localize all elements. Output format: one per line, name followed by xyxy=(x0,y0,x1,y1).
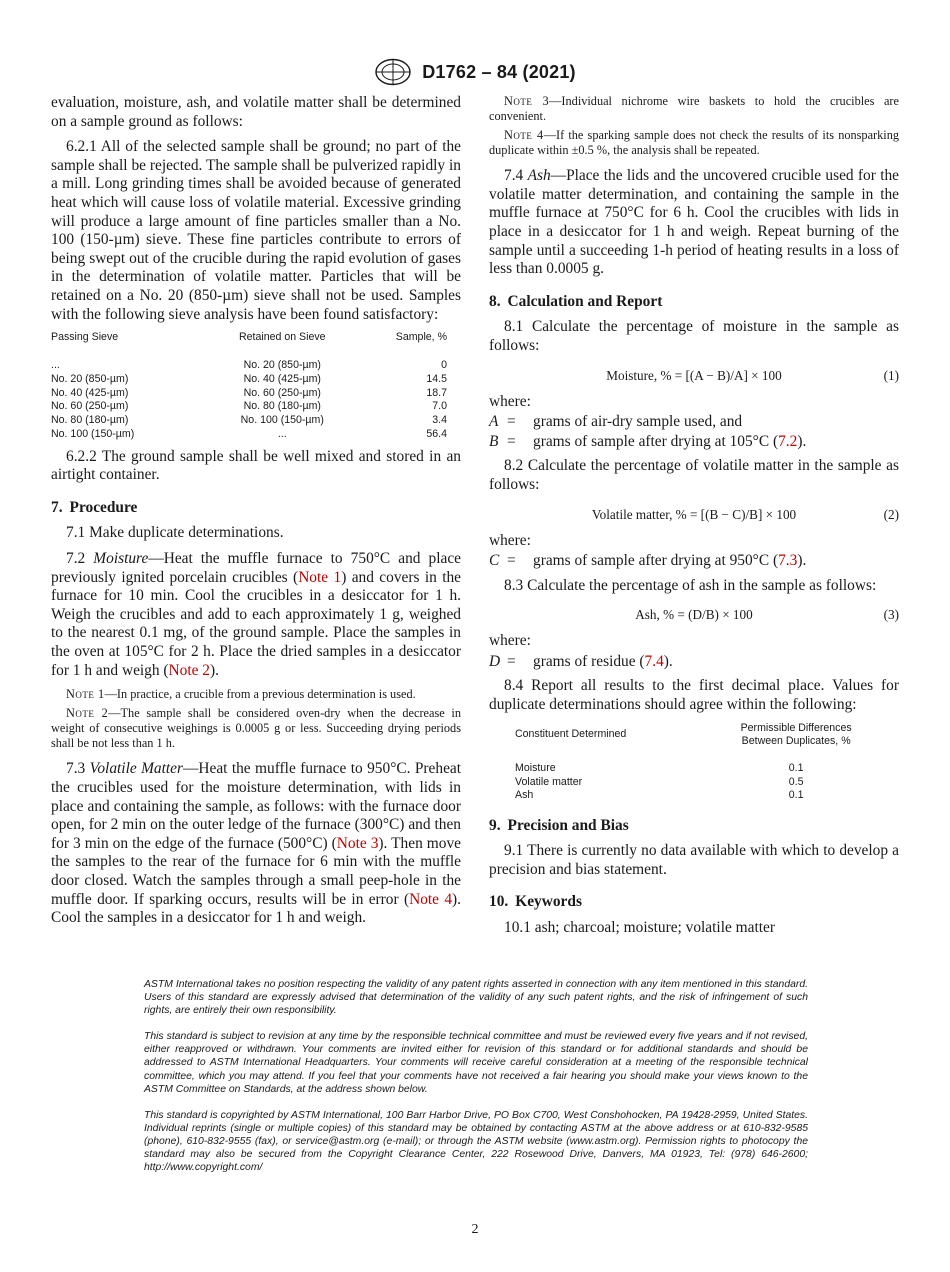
cell: No. 80 (180-µm) xyxy=(51,414,129,427)
note-label: Note 4 xyxy=(504,127,544,142)
table-row xyxy=(489,776,899,789)
section-title: Keywords xyxy=(515,893,582,911)
definition-c xyxy=(489,552,899,571)
table-header-row xyxy=(51,331,461,359)
cell: No. 20 (850-µm) xyxy=(51,372,129,385)
text: ). xyxy=(797,432,807,450)
para-9-1: 9.1 There is currently no data available with which to develop a precision and bias statement. xyxy=(489,842,899,878)
definition-a xyxy=(489,413,899,432)
section-heading-10 xyxy=(489,893,899,912)
intro-paragraph: evaluation, moisture, ash, and volatile matter shall be determined on a sample ground as follows: xyxy=(51,94,461,130)
para-8-2: 8.2 Calculate the percentage of volatile matter in the sample as follows: xyxy=(489,457,899,493)
run-in-title: Ash xyxy=(527,167,551,185)
para-6-2-2: 6.2.2 The ground sample shall be well mixed and stored in an airtight container. xyxy=(51,447,461,484)
section-7-2-link[interactable]: 7.2 xyxy=(778,432,798,450)
cell: 0.1 xyxy=(788,789,804,802)
symbol: A xyxy=(489,413,499,431)
cell: Moisture xyxy=(515,762,556,775)
section-number: 10. xyxy=(489,893,509,911)
cell: 0.5 xyxy=(788,775,804,788)
equation-body: Volatile matter, % = [(B − C)/B] × 100 xyxy=(591,506,797,522)
section-number: 9. xyxy=(489,816,501,834)
section-7-3-link[interactable]: 7.3 xyxy=(778,552,798,570)
col-header-constituent: Constituent Determined xyxy=(515,728,627,741)
patent-notice: ASTM International takes no position respecting the validity of any patent rights asserted in connection with any item mentioned in this standard. Users of this standard are expressly advised that determination of the validity of any such patent rights, and the risk of infringement of such rights, are entirely their own responsibility. xyxy=(144,979,808,1017)
text: ). Then move the samples to the rear of the furnace for 6 min with the muffle door closed. Watch the samples through a small peep-hole in the muffle door. If sparking occurs, results will be in error ( xyxy=(51,834,461,908)
cell: No. 100 (150-µm) xyxy=(240,414,324,427)
header-line: Permissible Differences xyxy=(740,721,852,734)
cell: 14.5 xyxy=(426,372,447,385)
text: —Place the lids and the uncovered crucible used for the volatile matter determination, and containing the sample in the muffle furnace at 750°C for 6 h. Cool the crucibles with lids in place in a desiccator for 1 h and weigh. Repeat burning of the sample until a succeeding 1-h period of heating results in a loss of less than 0.0005 g. xyxy=(489,167,900,278)
equation-body: Moisture, % = [(A − B)/A] × 100 xyxy=(606,367,782,383)
section-7-4-link[interactable]: 7.4 xyxy=(644,652,664,670)
equals: = xyxy=(507,413,516,431)
cell: 56.4 xyxy=(426,427,447,440)
equation-body: Ash, % = (D/B) × 100 xyxy=(635,607,753,623)
section-heading-7 xyxy=(51,499,461,518)
symbol: B xyxy=(489,432,499,450)
note-1 xyxy=(51,687,461,702)
text: ). xyxy=(663,652,673,670)
cell: 7.0 xyxy=(432,400,447,413)
text: 7.3 xyxy=(66,760,90,778)
section-title: Calculation and Report xyxy=(507,292,663,310)
table-row xyxy=(51,428,461,442)
where-label: where: xyxy=(489,632,531,650)
col-header-differences xyxy=(693,722,899,763)
header-line: Between Duplicates, % xyxy=(741,735,851,748)
table-row xyxy=(489,789,899,802)
para-8-1: 8.1 Calculate the percentage of moisture in the sample as follows: xyxy=(489,318,899,354)
definition-text: grams of air-dry sample used, and xyxy=(533,413,743,431)
table-header-row xyxy=(489,722,899,763)
table-row xyxy=(489,762,899,775)
section-title: Procedure xyxy=(69,498,138,516)
equation-number: (2) xyxy=(883,506,899,522)
cell: 0 xyxy=(441,358,447,371)
cell: Ash xyxy=(515,789,534,802)
para-8-3: 8.3 Calculate the percentage of ash in the sample as follows: xyxy=(504,576,877,594)
cell: No. 80 (180-µm) xyxy=(243,400,321,413)
definition-d xyxy=(489,653,899,672)
text: 7.4 xyxy=(504,167,528,185)
section-heading-9 xyxy=(489,817,899,836)
definition-text: grams of residue ( xyxy=(533,652,645,670)
col-header-passing: Passing Sieve xyxy=(51,331,119,344)
cell: Volatile matter xyxy=(515,775,583,788)
text: ). Cool the samples in a desiccator for 1 h and weigh. xyxy=(51,890,461,927)
table-row xyxy=(51,400,461,414)
cell: ... xyxy=(277,427,287,440)
page-number: 2 xyxy=(471,1222,479,1237)
cell: ... xyxy=(51,358,60,371)
text: —Heat the muffle furnace to 950°C. Preheat the crucibles used for the moisture determination, with lids in place and containing the sample, as follows: with the furnace door open, for 2 min on the outer ledge of the furnace (300°C) and then for 3 min on the edge of the furnace (500°C) ( xyxy=(51,760,462,852)
permissible-differences-table xyxy=(489,722,899,803)
equation-3 xyxy=(489,602,899,628)
cell: 18.7 xyxy=(426,386,447,399)
note-label: Note 2 xyxy=(66,705,109,720)
copyright-notice: This standard is copyrighted by ASTM International, 100 Barr Harbor Drive, PO Box C700, West Conshohocken, PA 19428-2959, United States. Individual reprints (single or multiple copies) of this standard may be obtained by contacting ASTM at the above address or at 610-832-9585 (phone), 610-832-9555 (fax), or service@astm.org (e-mail); or through the ASTM website (www.astm.org). Permission rights to photocopy the standard may also be secured from the Copyright Clearance Center, 222 Rosewood Drive, Danvers, MA 01923, Tel: (978) 646-2600; http://www.copyright.com/ xyxy=(144,1109,808,1174)
cell: No. 40 (425-µm) xyxy=(51,386,129,399)
note-2-link[interactable]: Note 2 xyxy=(168,661,211,679)
left-column xyxy=(51,94,461,935)
text: —Heat the muffle furnace to 750°C and place previously ignited porcelain crucibles ( xyxy=(51,550,461,586)
definition-text: grams of sample after drying at 950°C ( xyxy=(533,552,779,570)
text: 7.2 xyxy=(66,550,94,568)
note-1-link[interactable]: Note 1 xyxy=(298,568,342,586)
run-in-title: Moisture xyxy=(93,550,149,568)
table-row xyxy=(51,373,461,387)
equation-1 xyxy=(489,363,899,389)
note-label: Note 3 xyxy=(504,94,550,108)
section-title: Precision and Bias xyxy=(507,816,629,834)
equals: = xyxy=(507,652,516,670)
para-7-1: 7.1 Make duplicate determinations. xyxy=(66,524,284,542)
para-7-4 xyxy=(489,167,899,279)
table-row xyxy=(51,359,461,373)
equation-number: (1) xyxy=(883,367,899,383)
note-text: —The sample shall be considered oven-dry when the decrease in weight of consecutive weighings is 0.0005 g or less. Succeeding drying periods shall be not less than 1 h. xyxy=(51,705,461,751)
note-4-link[interactable]: Note 4 xyxy=(409,890,453,908)
note-text: —In practice, a crucible from a previous determination is used. xyxy=(104,687,416,702)
col-header-retained: Retained on Sieve xyxy=(238,331,326,344)
definition-text: grams of sample after drying at 105°C ( xyxy=(533,432,779,450)
note-3-link[interactable]: Note 3 xyxy=(336,834,379,852)
para-8-4: 8.4 Report all results to the first decimal place. Values for duplicate determinations should agree within the following: xyxy=(489,677,899,714)
run-in-title: Volatile Matter xyxy=(89,760,183,778)
cell: No. 20 (850-µm) xyxy=(243,358,321,371)
variable-definitions xyxy=(489,552,899,571)
equals: = xyxy=(507,432,516,450)
equation-2 xyxy=(489,502,899,528)
text: ) and covers in the furnace for 10 min. Cool the crucibles in a desiccator for 1 h. Weigh the crucibles and add to each approximately 1 g, weighed to the nearest 0.1 mg, of the ground sample. Place the samples in the oven at 105°C for 2 h. Place the dried samples in a desiccator for 1 h and weigh ( xyxy=(51,568,461,679)
sieve-analysis-table xyxy=(51,331,461,442)
section-heading-8 xyxy=(489,293,899,312)
note-text: —Individual nichrome wire baskets to hold the crucibles are convenient. xyxy=(489,94,899,124)
definition-b xyxy=(489,433,899,452)
symbol: C xyxy=(489,552,500,570)
symbol: D xyxy=(489,652,501,670)
note-3 xyxy=(489,94,899,125)
cell: No. 40 (425-µm) xyxy=(243,372,321,385)
variable-definitions xyxy=(489,413,899,451)
section-number: 7. xyxy=(51,498,63,516)
text: ). xyxy=(797,552,807,570)
cell: No. 100 (150-µm) xyxy=(51,427,135,440)
equation-number: (3) xyxy=(883,607,899,623)
where-label: where: xyxy=(489,531,531,549)
table-row xyxy=(51,387,461,401)
equals: = xyxy=(507,552,516,570)
variable-definitions xyxy=(489,653,899,672)
para-7-3 xyxy=(51,760,461,927)
cell: 0.1 xyxy=(788,762,804,775)
para-7-2 xyxy=(51,550,461,680)
page-header xyxy=(0,58,950,86)
cell: No. 60 (250-µm) xyxy=(51,400,129,413)
note-text: —If the sparking sample does not check the results of its nonsparking duplicate within ±0.5 %, the analysis shall be repeated. xyxy=(489,127,899,157)
right-column xyxy=(489,94,899,945)
text: ). xyxy=(210,661,219,679)
document-id: D1762 – 84 (2021) xyxy=(422,61,576,82)
table-row xyxy=(51,414,461,428)
cell: 3.4 xyxy=(432,414,447,427)
note-2 xyxy=(51,706,461,752)
section-number: 8. xyxy=(489,292,501,310)
note-4 xyxy=(489,128,899,159)
para-6-2-1: 6.2.1 All of the selected sample shall be ground; no part of the sample shall be rejected. The sample shall be pulverized rapidly in a mill. Long grinding times shall be avoided because of generated heat which will cause loss of volatile material. Excessive grinding will produce a large amount of fine particles smaller than a No. 100 (150-µm) sieve. These fine particles contribute to errors of being swept out of the crucible during the rapid evolution of gases in the determination of volatile matter. Particles that will be retained on a No. 20 (850-µm) sieve shall not be used. Samples with the following sieve analysis have been found satisfactory: xyxy=(51,138,461,323)
footer-notice xyxy=(144,978,808,1187)
astm-logo-icon xyxy=(374,58,412,86)
para-10-1: 10.1 ash; charcoal; moisture; volatile matter xyxy=(504,919,775,937)
col-header-sample: Sample, % xyxy=(395,331,447,344)
note-label: Note 1 xyxy=(66,687,105,702)
where-label: where: xyxy=(489,392,531,410)
revision-notice: This standard is subject to revision at any time by the responsible technical committee and must be reviewed every five years and if not revised, either reapproved or withdrawn. Your comments are invited either for revision of this standard or for additional standards and should be addressed to ASTM International Headquarters. Your comments will receive careful consideration at a meeting of the responsible technical committee, which you may attend. If you feel that your comments have not received a fair hearing you should make your views known to the ASTM Committee on Standards, at the address shown below. xyxy=(144,1031,808,1095)
cell: No. 60 (250-µm) xyxy=(243,386,321,399)
